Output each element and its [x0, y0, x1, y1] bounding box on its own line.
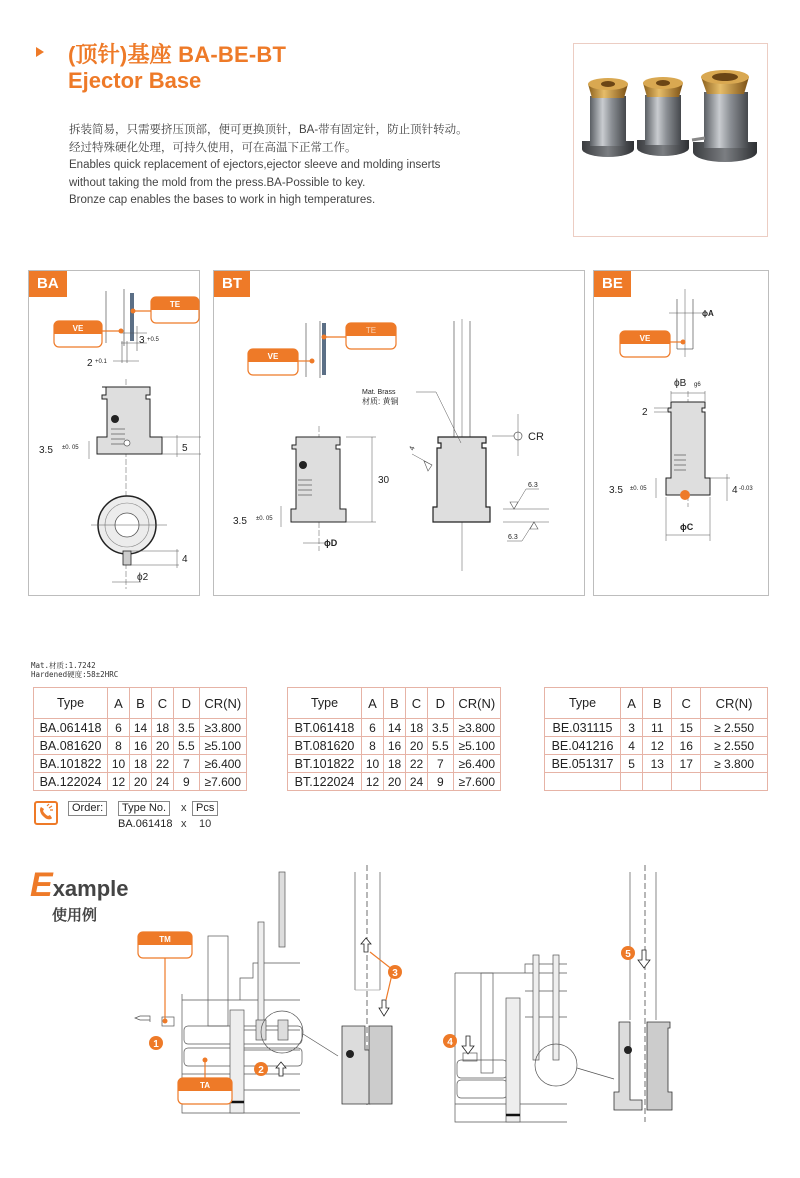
svg-text:+0.5: +0.5 — [147, 337, 159, 343]
bt-drawing — [214, 271, 586, 597]
svg-text:ϕD: ϕD — [324, 538, 338, 548]
ve-label: VE — [639, 334, 651, 343]
order-label: Order: — [68, 801, 107, 816]
svg-text:±0. 05: ±0. 05 — [62, 445, 79, 451]
te-pin — [130, 293, 134, 341]
table-row: BT.061418 6 14 18 3.5 ≥3.800 — [288, 719, 501, 737]
description-line: 经过特殊硬化处理，可持久使用，可在高温下正常工作。 — [69, 141, 357, 154]
svg-text:5: 5 — [625, 949, 631, 960]
example-subtitle: 使用例 — [52, 907, 98, 924]
table-row: BT.081620 8 16 20 5.5 ≥5.100 — [288, 737, 501, 755]
svg-text:4: 4 — [732, 485, 738, 496]
order-type-no: Type No. — [118, 801, 170, 816]
svg-text:4: 4 — [408, 445, 417, 452]
material-note: Mat.材质:1.7242 Hardened硬度:58±2HRC — [31, 661, 119, 679]
svg-text:ϕ2: ϕ2 — [137, 572, 149, 583]
description-line: without taking the mold from the press.BA-Possible to key. — [69, 176, 366, 189]
svg-text:ϕA: ϕA — [702, 309, 714, 318]
svg-text:3: 3 — [392, 968, 398, 979]
svg-text:+0.1: +0.1 — [95, 359, 107, 365]
title-arrow-icon — [36, 47, 44, 57]
te-label: TE — [365, 326, 377, 335]
table-header-row: Type A B C CR(N) — [545, 688, 768, 719]
description-line: Enables quick replacement of ejectors,ejector sleeve and molding inserts — [69, 159, 441, 171]
order-example-qty: 10 — [199, 818, 212, 830]
example-initial: E — [30, 866, 53, 904]
material-cn: 材质: 黄铜 — [362, 397, 399, 406]
svg-text:3.5: 3.5 — [609, 485, 623, 496]
svg-text:2: 2 — [87, 358, 93, 369]
example-diagram — [0, 860, 800, 1160]
svg-text:-0.03: -0.03 — [739, 486, 753, 492]
tm-label: TM — [159, 935, 171, 944]
spec-table-bt — [287, 687, 501, 791]
ba-drawing — [29, 271, 201, 597]
ta-label: TA — [199, 1081, 211, 1090]
svg-text:6.3: 6.3 — [528, 482, 538, 489]
svg-text:CR: CR — [528, 431, 544, 443]
page-title: (顶针)基座 BA-BE-BT — [68, 42, 287, 67]
table-row — [545, 773, 768, 791]
table-row: BA.101822 10 18 22 7 ≥6.400 — [34, 755, 247, 773]
panel-tag-be: BE — [594, 271, 631, 297]
spec-table-ba — [33, 687, 247, 791]
table-row: BA.061418 6 14 18 3.5 ≥3.800 — [34, 719, 247, 737]
te-label: TE — [169, 300, 181, 309]
table-row: BE.031115 3 11 15 ≥ 2.550 — [545, 719, 768, 737]
svg-text:2: 2 — [642, 407, 648, 418]
ejector-base-small — [582, 78, 634, 157]
panel-bt — [213, 270, 585, 596]
material-en: Mat. Brass — [362, 389, 396, 396]
svg-text:1: 1 — [153, 1039, 159, 1050]
be-drawing — [594, 271, 770, 597]
description-line: Bronze cap enables the bases to work in high temperatures. — [69, 194, 376, 206]
svg-text:30: 30 — [378, 475, 390, 486]
svg-text:3.5: 3.5 — [39, 445, 53, 456]
svg-text:4: 4 — [182, 554, 188, 565]
panel-be — [593, 270, 769, 596]
svg-text:ϕB: ϕB — [674, 378, 687, 389]
ba-dim-3: 3 — [139, 335, 145, 346]
ve-label: VE — [72, 324, 84, 333]
svg-text:3.5: 3.5 — [233, 516, 247, 527]
table-header-row: Type A B C D CR(N) — [34, 688, 247, 719]
svg-text:ϕC: ϕC — [680, 522, 694, 532]
product-photo — [573, 43, 768, 237]
table-row: BE.041216 4 12 16 ≥ 2.550 — [545, 737, 768, 755]
svg-text:g6: g6 — [694, 382, 701, 388]
product-description — [69, 122, 539, 210]
phone-icon — [34, 801, 58, 825]
svg-text:4: 4 — [447, 1037, 453, 1048]
panel-tag-ba: BA — [29, 271, 67, 297]
svg-text:2: 2 — [258, 1065, 264, 1076]
panel-tag-bt: BT — [214, 271, 250, 297]
spec-table-be — [544, 687, 768, 791]
table-row: BE.051317 5 13 17 ≥ 3.800 — [545, 755, 768, 773]
description-line: 拆装简易，只需要挤压顶部，便可更换顶针，BA-带有固定针，防止顶针转动。 — [69, 124, 468, 136]
ve-label: VE — [267, 352, 279, 361]
table-header-row: Type A B C D CR(N) — [288, 688, 501, 719]
table-row: BT.122024 12 20 24 9 ≥7.600 — [288, 773, 501, 791]
svg-text:±0. 05: ±0. 05 — [256, 516, 273, 522]
page-subtitle: Ejector Base — [68, 68, 202, 93]
table-row: BA.081620 8 16 20 5.5 ≥5.100 — [34, 737, 247, 755]
ejector-base-medium — [637, 77, 689, 156]
example-title: Example — [30, 866, 129, 904]
svg-text:6.3: 6.3 — [508, 534, 518, 541]
order-example-type: BA.061418 — [118, 818, 173, 830]
order-info: Order: Type No. x Pcs BA.061418 x 10 — [34, 801, 234, 833]
panel-ba — [28, 270, 200, 596]
svg-text:±0. 05: ±0. 05 — [630, 486, 647, 492]
ejector-base-large — [692, 70, 757, 162]
table-row: BT.101822 10 18 22 7 ≥6.400 — [288, 755, 501, 773]
table-row: BA.122024 12 20 24 9 ≥7.600 — [34, 773, 247, 791]
svg-text:5: 5 — [182, 443, 188, 454]
order-pcs: Pcs — [192, 801, 218, 816]
